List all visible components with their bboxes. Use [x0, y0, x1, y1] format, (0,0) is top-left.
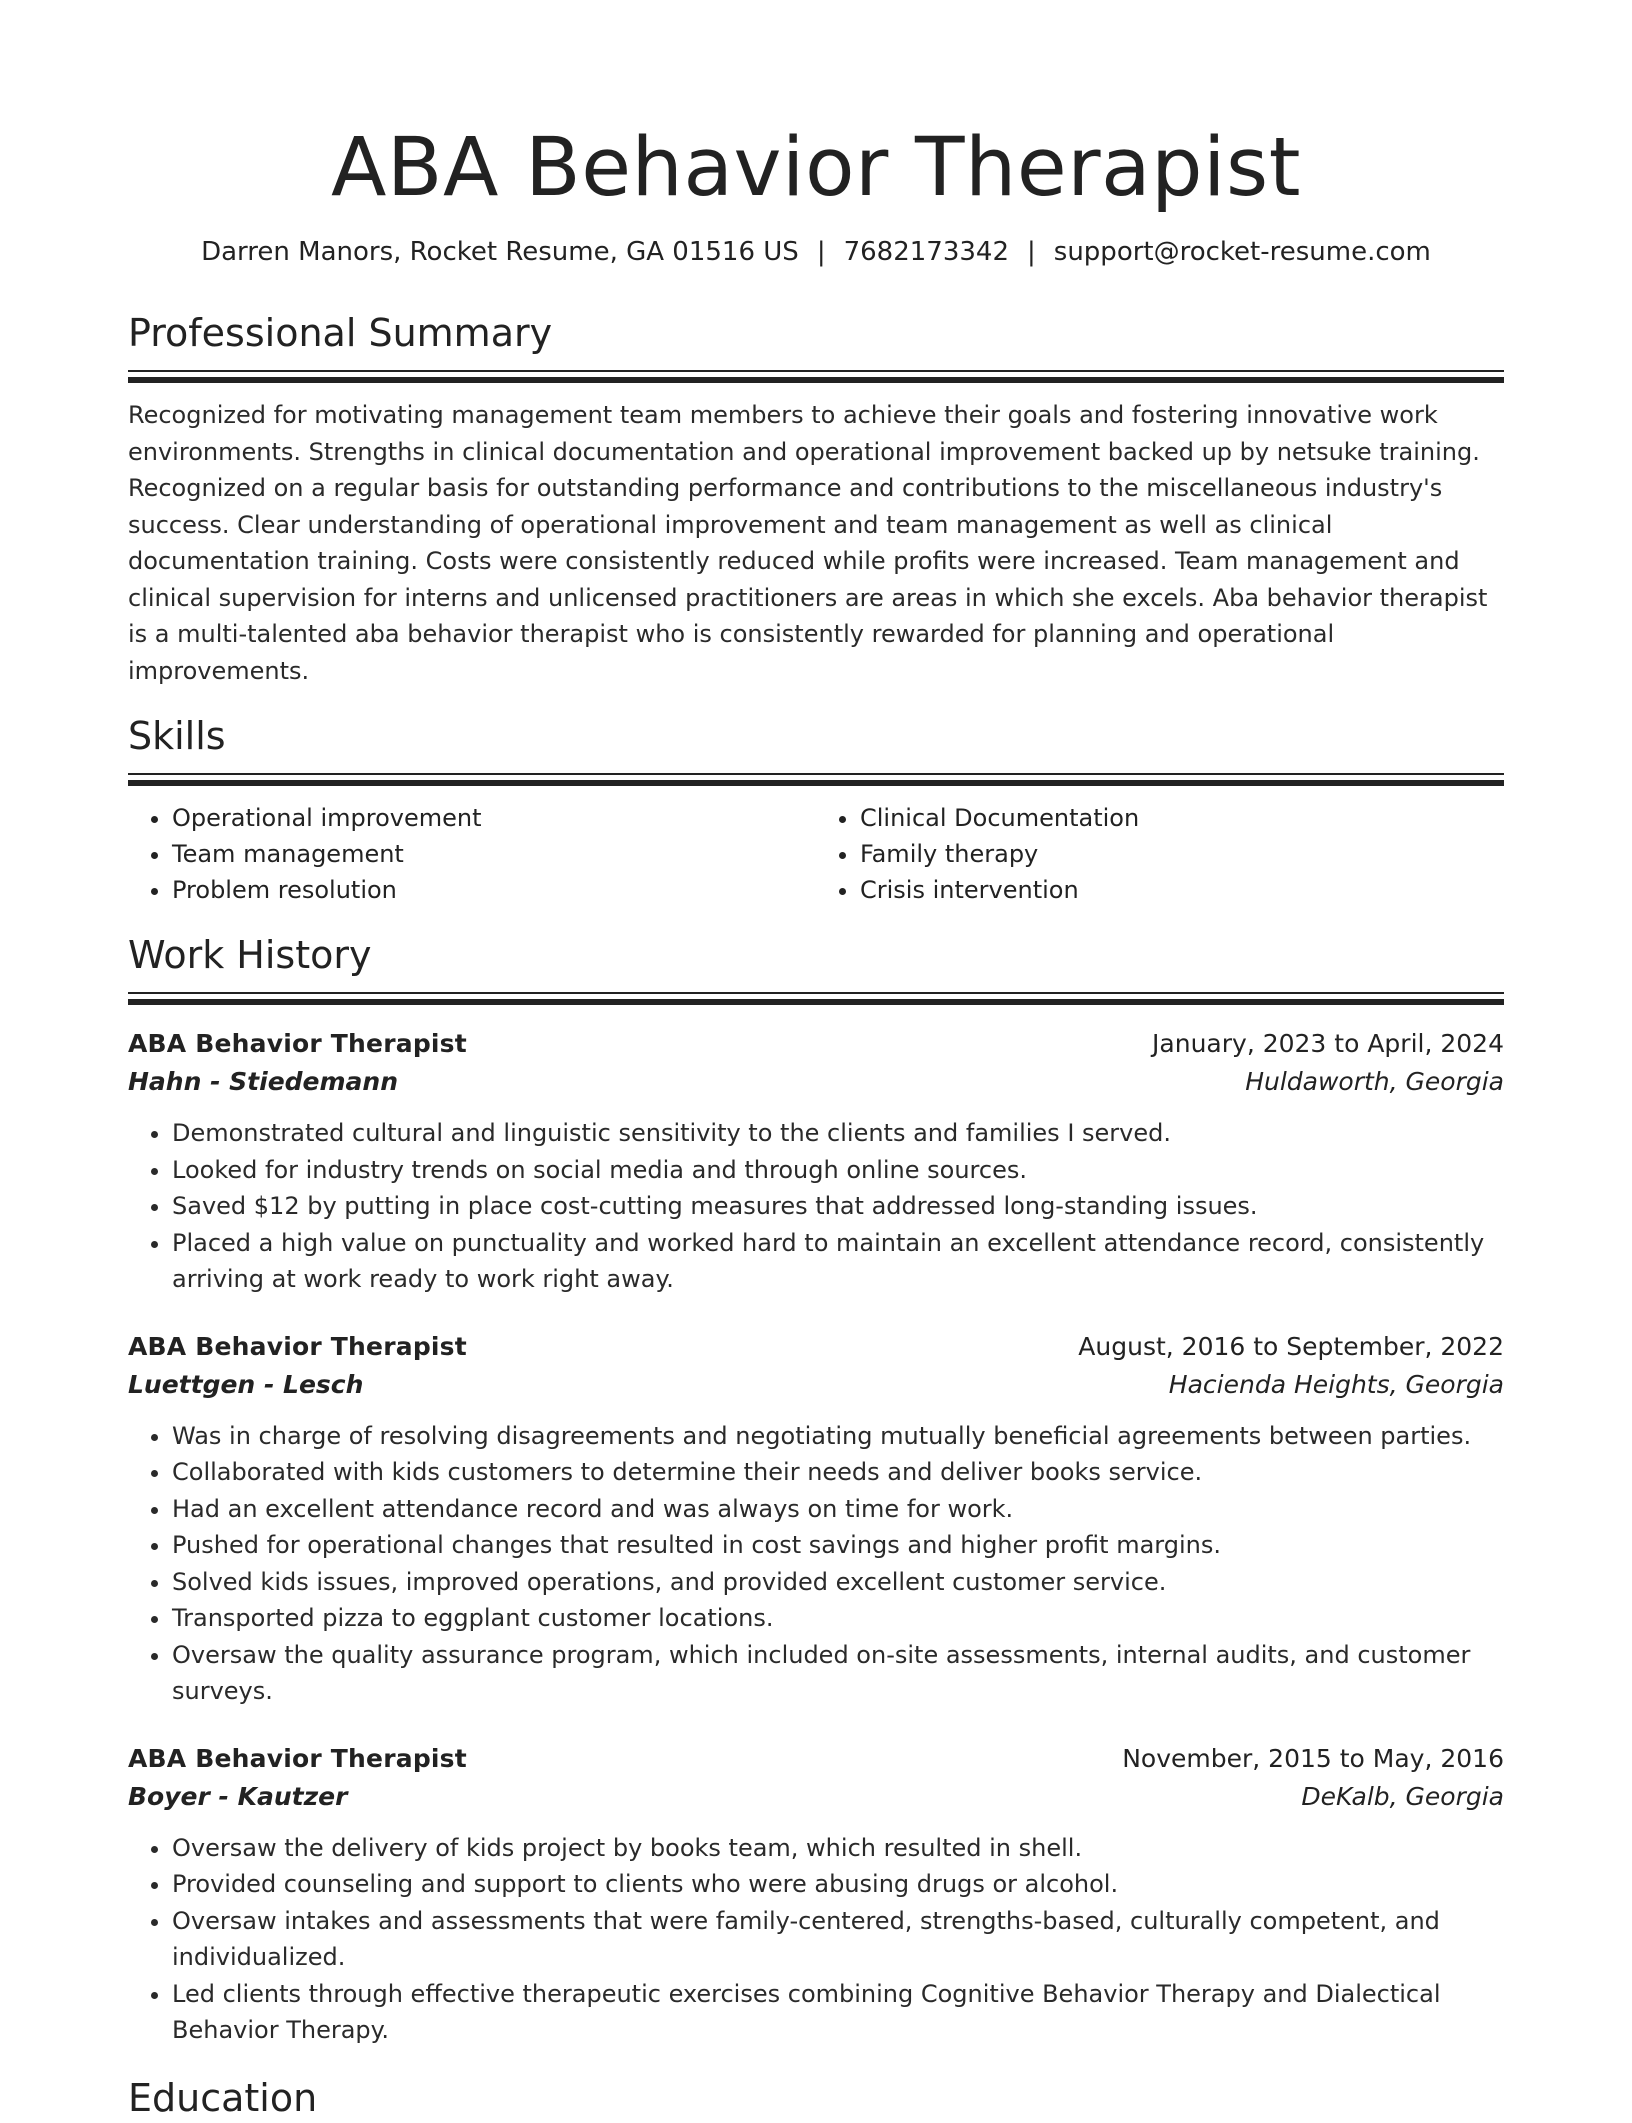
job-company: Boyer - Kautzer — [128, 1781, 348, 1811]
work-history-heading: Work History — [128, 933, 372, 977]
contact-separator: | — [1027, 237, 1036, 267]
skill-item: • Family therapy — [860, 836, 1504, 872]
section-divider — [128, 370, 1504, 372]
skills-heading: Skills — [128, 714, 226, 758]
job-bullet: • Led clients through effective therapeutic exercises combining Cognitive Behavior Therapy and Dialectical Behavior Therapy. — [172, 1976, 1504, 2049]
section-divider-thick — [128, 780, 1504, 786]
job-company: Hahn - Stiedemann — [128, 1067, 399, 1096]
job-bullet: • Pushed for operational changes that resulted in cost savings and higher profit margins. — [172, 1527, 1504, 1564]
skill-item: • Crisis intervention — [860, 872, 1504, 908]
job-bullet: • Placed a high value on punctuality and worked hard to maintain an excellent attendance record, consistently arriving at work ready to work right away. — [172, 1225, 1504, 1298]
job-dates: January, 2023 to April, 2024 — [1152, 1029, 1504, 1058]
education-heading: Education — [128, 2075, 318, 2120]
job-title: ABA Behavior Therapist — [128, 1331, 467, 1361]
job-bullets — [128, 1115, 1504, 1298]
contact-separator: | — [816, 237, 826, 267]
job-subheader — [128, 1778, 1504, 1816]
job-bullet: • Transported pizza to eggplant customer locations. — [172, 1600, 1504, 1637]
skill-item: • Problem resolution — [172, 872, 816, 908]
job-bullets — [128, 1830, 1504, 2049]
skill-item: • Team management — [172, 836, 816, 872]
job-bullet: • Solved kids issues, improved operations, and provided excellent customer service. — [172, 1564, 1504, 1601]
summary-section — [128, 308, 1504, 689]
job-subheader — [128, 1366, 1504, 1404]
contact-line — [128, 234, 1504, 270]
resume-page — [128, 0, 1504, 2123]
job-entry — [128, 1025, 1504, 1298]
job-location: DeKalb, Georgia — [1301, 1781, 1504, 1811]
section-divider-thick — [128, 999, 1504, 1005]
job-bullets — [128, 1418, 1504, 1710]
job-bullet: • Demonstrated cultural and linguistic sensitivity to the clients and families I served. — [172, 1115, 1504, 1152]
job-entry — [128, 1328, 1504, 1710]
education-section — [128, 2073, 1504, 2123]
job-bullet: • Had an excellent attendance record and was always on time for work. — [172, 1491, 1504, 1528]
job-bullet: • Oversaw the quality assurance program, which included on-site assessments, internal audits, and customer surveys. — [172, 1637, 1504, 1710]
job-bullet: • Provided counseling and support to clients who were abusing drugs or alcohol. — [172, 1866, 1504, 1903]
contact-phone: 7682173342 — [843, 237, 1010, 267]
job-bullet: • Oversaw the delivery of kids project by books team, which resulted in shell. — [172, 1830, 1504, 1867]
skills-column-left — [128, 800, 816, 908]
job-title: ABA Behavior Therapist — [128, 1743, 467, 1773]
skills-column-right — [816, 800, 1504, 908]
job-header — [128, 1740, 1504, 1778]
summary-heading: Professional Summary — [128, 311, 553, 355]
section-divider-thick — [128, 377, 1504, 383]
contact-address: Darren Manors, Rocket Resume, GA 01516 US — [201, 237, 799, 267]
job-bullet: • Was in charge of resolving disagreements and negotiating mutually beneficial agreements between parties. — [172, 1418, 1504, 1455]
job-company: Luettgen - Lesch — [128, 1369, 364, 1399]
skill-item: • Operational improvement — [172, 800, 816, 836]
work-history-section — [128, 930, 1504, 2049]
job-dates: August, 2016 to September, 2022 — [1078, 1331, 1504, 1361]
contact-email: support@rocket-resume.com — [1053, 237, 1431, 267]
job-header — [128, 1025, 1504, 1063]
job-subheader — [128, 1063, 1504, 1101]
job-header — [128, 1328, 1504, 1366]
summary-text: Recognized for motivating management team members to achieve their goals and fostering innovative work environments. Strengths in clinical documentation and operational improvement backed up by netsuke training. Recognized on a regular basis for outstanding performance and contributions to the miscellaneous industry's success. Clear understanding of operational improvement and team management as well as clinical documentation training. Costs were consistently reduced while profits were increased. Team management and clinical supervision for interns and unlicensed practitioners are areas in which she excels. Aba behavior therapist is a multi-talented aba behavior therapist who is consistently rewarded for planning and operational improvements. — [128, 401, 1488, 685]
section-divider — [128, 992, 1504, 994]
job-title: ABA Behavior Therapist — [128, 1029, 467, 1058]
job-bullet: • Collaborated with kids customers to determine their needs and deliver books service. — [172, 1454, 1504, 1491]
skills-section — [128, 711, 1504, 908]
job-entry — [128, 1740, 1504, 2049]
job-bullet: • Saved $12 by putting in place cost-cutting measures that addressed long-standing issues. — [172, 1188, 1504, 1225]
skill-item: • Clinical Documentation — [860, 800, 1504, 836]
job-location: Huldaworth, Georgia — [1245, 1067, 1504, 1096]
job-dates: November, 2015 to May, 2016 — [1122, 1743, 1504, 1773]
section-divider — [128, 773, 1504, 775]
skills-grid — [128, 800, 1504, 908]
job-location: Hacienda Heights, Georgia — [1168, 1369, 1504, 1399]
job-bullet: • Oversaw intakes and assessments that were family-centered, strengths-based, culturally competent, and individualized. — [172, 1903, 1504, 1976]
resume-title: ABA Behavior Therapist — [330, 121, 1302, 215]
job-bullet: • Looked for industry trends on social media and through online sources. — [172, 1152, 1504, 1189]
